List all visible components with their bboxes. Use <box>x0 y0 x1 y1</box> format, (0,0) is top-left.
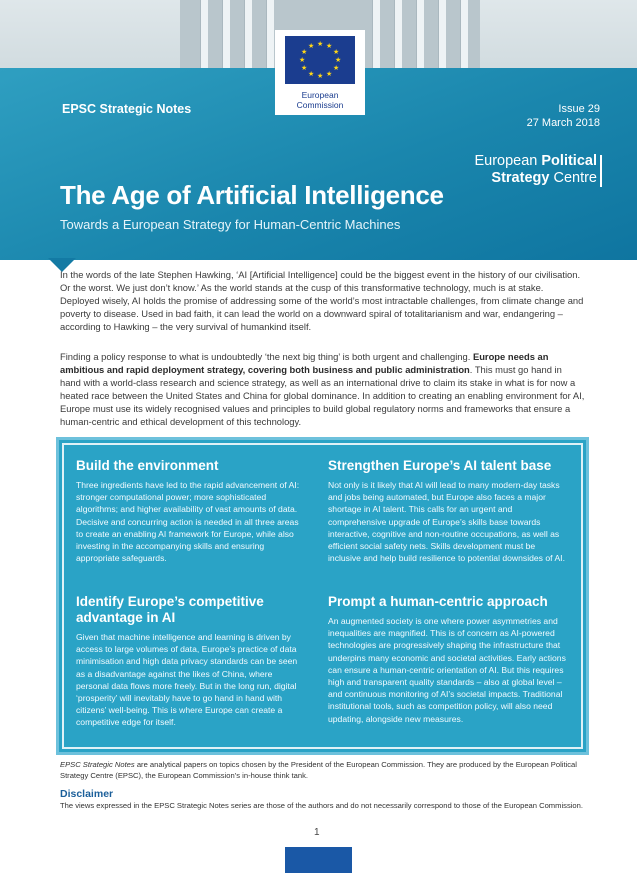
box-talent-base <box>328 458 568 564</box>
box-build-environment <box>76 458 304 564</box>
footer-bar <box>285 847 352 873</box>
logo-text <box>275 90 365 110</box>
brand-divider <box>600 155 602 187</box>
box-title: Prompt a human-centric approach <box>328 594 548 609</box>
eu-flag-icon: ★ ★ ★ ★ ★ ★ ★ ★ ★ ★ ★ ★ <box>285 36 355 84</box>
box-text: Not only is it likely that AI will lead to many modern-day tasks and jobs being automated, but Europe also faces a major shortage in AI talent. This calls for an urgent and comprehensive upgrade of Europe’s skills base towards interactive, cognitive and non-routine occupations, as well as efficient social safety nets. Skills development must be inclusive and help build resilience to potential downsides of AI. <box>328 480 565 564</box>
intro-paragraph-2: Finding a policy response to what is undoubtedly ‘the next big thing’ is both urgent and challenging. Europe needs an ambitious and rapid deployment strategy, covering both business and public administration. This must go hand in hand with a world-class research and science strategy, as well as an international drive to claim its stake in what is for now a heated race between the United States and China for global dominance. In addition to creating an enabling environment for AI, Europe must use its widely recognised values and principles to build global regulatory norms and frameworks that ensure a human-centric and ethical development of this technology. <box>60 351 585 427</box>
box-title: Build the environment <box>76 458 219 473</box>
brand-text-bold: Political <box>541 153 597 169</box>
box-text: Given that machine intelligence and learning is driven by access to large volumes of data, Europe’s practice of data minimisation and high data privacy standards can be seen as a disadvantage against the likes of China, where personal data flows more freely. But in the long run, digital ‘prosperity’ will inevitably have to go hand in hand with citizens’ well-being. This is where Europe can create a competitive edge for itself. <box>76 632 298 728</box>
epsc-brand <box>457 153 597 187</box>
series-name: EPSC Strategic Notes <box>62 102 192 116</box>
footnote: EPSC Strategic Notes are analytical papers on topics chosen by the President of the European Commission. They are produced by the European Political Strategy Centre (EPSC), the European Commission’s in-house think tank. <box>60 760 577 780</box>
box-text: Three ingredients have led to the rapid advancement of AI: stronger computational power; more sophisticated algorithms; and higher availability of vast amounts of data. Decisive and concurring action is needed in all three areas to create an enabling AI framework for Europe, while also investing in the accompanying skills and ensuring appropriate safeguards. <box>76 480 300 564</box>
intro-emphasis: Europe needs an ambitious and rapid deployment strategy, covering both business and public administration <box>60 351 549 375</box>
box-title: Strengthen Europe’s AI talent base <box>328 458 552 473</box>
box-title: Identify Europe’s competitive advantage in AI <box>76 594 264 625</box>
logo-line-1: European <box>301 90 339 100</box>
european-commission-logo <box>275 30 365 115</box>
intro-paragraph-1: In the words of the late Stephen Hawking, ‘AI [Artificial Intelligence] could be the biggest event in the history of our civilisation. Or the worst. We just don’t know.’ As the world stands at the cusp of this transformative technology, much is at stake. Deployed wisely, AI holds the promise of addressing some of the world’s most intractable challenges, from climate change and poverty to disease. Used in bad faith, it can lead the world on a downward spiral of totalitarianism and war, endangering – according to Hawking – the very survival of humankind itself. <box>60 269 584 332</box>
disclaimer-text: The views expressed in the EPSC Strategic Notes series are those of the authors and do not necessarily correspond to those of the European Commission. <box>60 801 583 810</box>
issue-date: 27 March 2018 <box>526 117 600 129</box>
brand-text: Centre <box>549 170 597 186</box>
box-competitive-advantage <box>76 594 304 729</box>
box-human-centric <box>328 594 568 725</box>
page-title: The Age of Artificial Intelligence <box>60 180 444 210</box>
issue-number: Issue 29 <box>558 103 600 115</box>
page-number: 1 <box>314 827 320 838</box>
box-text: An augmented society is one where power asymmetries and inequalities are magnified. This is of concern as AI-powered technologies are progressively shaping the infrastructure that underpins many economic and societal activities. Early actions can ensure a human-centric orientation of AI. But this requires high and transparent quality standards – also at global level – and continuous monitoring of AI’s societal impacts. Traditional institutional tools, such as competition policy, will also need updating, alongside new measures. <box>328 616 566 724</box>
page-subtitle: Towards a European Strategy for Human-Centric Machines <box>60 217 401 232</box>
disclaimer-heading: Disclaimer <box>60 788 114 800</box>
issue-info <box>527 102 600 130</box>
brand-text: European <box>474 153 542 169</box>
logo-line-2: Commission <box>296 100 344 110</box>
brand-text-bold: Strategy <box>491 170 550 186</box>
